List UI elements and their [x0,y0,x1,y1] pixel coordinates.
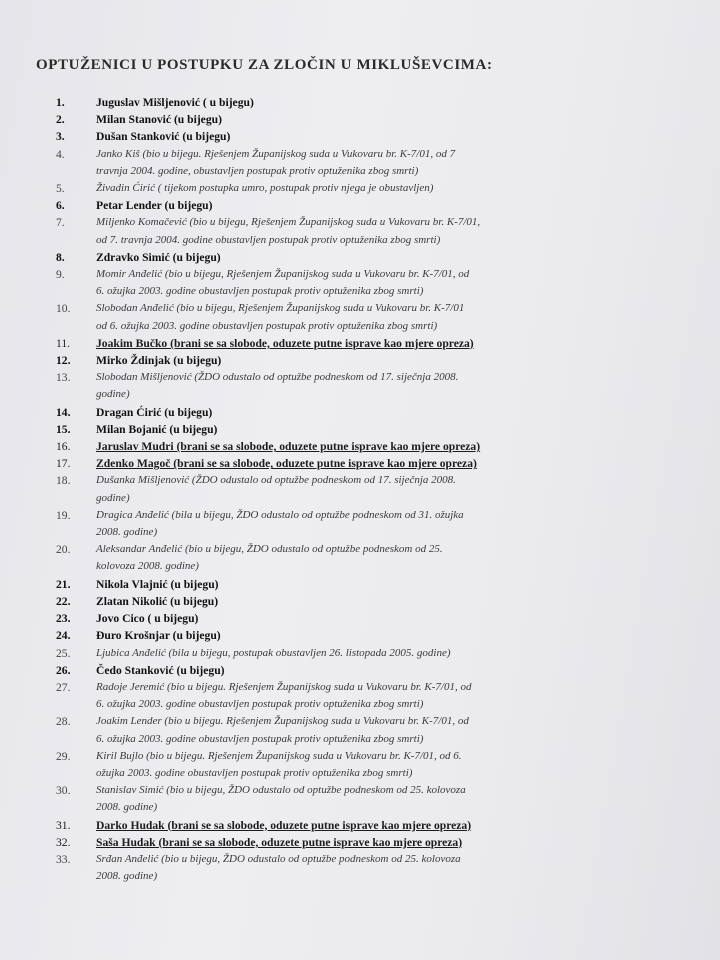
list-item [56,128,656,145]
list-item [56,214,656,248]
item-text-line: Joakim Bučko (brani se sa slobode, oduzete putne isprave kao mjere opreza) [96,336,474,350]
item-number: 29. [56,749,71,763]
item-text-continuation: od 6. ožujka 2003. godine obustavljen postupak protiv optuženika zbog smrti) [96,319,438,332]
item-text [96,576,656,593]
list-item [56,421,656,438]
item-text-line: Jaruslav Mudri (brani se sa slobode, oduzete putne isprave kao mjere opreza) [96,440,481,454]
item-text-continuation: 6. ožujka 2003. godine obustavljen postupak protiv optuženika zbog smrti) [96,285,424,298]
item-text-continuation: travnja 2004. godine, obustavljen postupak protiv optuženika zbog smrti) [96,164,419,177]
defendants-list [56,94,656,885]
item-number: 6. [56,199,65,213]
list-item [56,111,656,128]
item-number: 2. [56,113,65,127]
item-number: 8. [56,250,65,264]
item-text [96,662,656,679]
item-text [96,455,656,472]
item-text [96,335,656,352]
item-text [96,713,656,747]
item-text-continuation: 2008. godine) [96,801,158,814]
list-item [56,455,656,472]
list-item [56,593,656,610]
list-item [56,197,656,214]
item-number: 17. [56,457,71,471]
item-text-line: Živadin Ćirić ( tijekom postupka umro, postupak protiv njega je obustavljen) [96,182,434,195]
item-text-line: Slobodan Mišljenović (ŽDO odustalo od optužbe podneskom od 17. siječnja 2008. [96,371,459,384]
item-text [96,146,656,180]
item-number: 28. [56,715,71,729]
item-text-line: Čedo Stanković (u bijegu) [96,663,225,677]
item-text-line: Jovo Cico ( u bijegu) [96,612,199,626]
item-text [96,834,656,851]
item-number: 24. [56,629,71,643]
item-text-line: Slobodan Anđelić (bio u bijegu, Rješenjem Županijskog suda u Vukovaru br. K-7/01 [96,302,465,315]
item-text-continuation: 2008. godine) [96,870,158,883]
item-text [96,593,656,610]
list-item [56,713,656,747]
item-text-line: Dragan Ćirić (u bijegu) [96,405,213,419]
list-item [56,679,656,713]
item-text [96,404,656,421]
list-item [56,748,656,782]
item-text [96,507,656,541]
item-text-continuation: kolovoza 2008. godine) [96,560,199,573]
item-text-continuation: godine) [96,491,130,504]
item-number: 11. [56,336,71,350]
item-text-line: Darko Hudak (brani se sa slobode, oduzete putne isprave kao mjere opreza) [96,818,472,832]
item-text-line: Radoje Jeremić (bio u bijegu. Rješenjem Županijskog suda u Vukovaru br. K-7/01, od [96,680,472,693]
list-item [56,645,656,662]
item-number: 30. [56,784,71,798]
item-number: 20. [56,543,71,557]
item-number: 19. [56,508,71,522]
item-text [96,541,656,575]
item-text-line: Dušan Stanković (u bijegu) [96,130,231,144]
item-text [96,266,656,300]
list-item [56,541,656,575]
item-text-line: Janko Kiš (bio u bijegu. Rješenjem Županijskog suda u Vukovaru br. K-7/01, od 7 [96,147,456,160]
item-text [96,214,656,248]
item-text-line: Milan Bojanić (u bijegu) [96,422,218,436]
list-item [56,335,656,352]
item-number: 18. [56,474,71,488]
item-text-line: Dušanka Mišljenović (ŽDO odustalo od optužbe podneskom od 17. siječnja 2008. [96,474,456,487]
item-text [96,438,656,455]
item-text-continuation: od 7. travnja 2004. godine obustavljen postupak protiv optuženika zbog smrti) [96,233,441,246]
item-number: 5. [56,182,65,196]
item-text [96,782,656,816]
item-text-continuation: 6. ožujka 2003. godine obustavljen postupak protiv optuženika zbog smrti) [96,732,424,745]
item-text-continuation: godine) [96,388,130,401]
item-text [96,128,656,145]
item-text-line: Momir Anđelić (bio u bijegu, Rješenjem Županijskog suda u Vukovaru br. K-7/01, od [96,268,470,281]
item-number: 1. [56,96,65,109]
list-item [56,851,656,885]
item-number: 26. [56,663,71,677]
item-text-line: Saša Hudak (brani se sa slobode, oduzete putne isprave kao mjere opreza) [96,835,463,849]
item-number: 9. [56,268,65,282]
list-item [56,94,656,111]
item-text [96,610,656,627]
list-item [56,249,656,266]
item-text-continuation: ožujka 2003. godine obustavljen postupak protiv optuženika zbog smrti) [96,766,413,779]
item-text [96,679,656,713]
item-text-line: Nikola Vlajnić (u bijegu) [96,577,219,591]
item-text-line: Miljenko Komačević (bio u bijegu, Rješenjem Županijskog suda u Vukovaru br. K-7/01, [96,216,481,229]
item-text-line: Đuro Krošnjar (u bijegu) [96,629,221,643]
item-text-line: Zdenko Magoč (brani se sa slobode, oduzete putne isprave kao mjere opreza) [96,457,477,471]
item-number: 33. [56,852,71,866]
list-item [56,782,656,816]
list-item [56,146,656,180]
item-text [96,369,656,403]
item-text [96,249,656,266]
item-text [96,421,656,438]
item-number: 15. [56,422,71,436]
list-item [56,300,656,334]
list-item [56,266,656,300]
item-number: 16. [56,440,71,454]
item-text-line: Aleksandar Anđelić (bio u bijegu, ŽDO odustalo od optužbe podneskom od 25. [96,543,443,556]
item-number: 10. [56,302,71,316]
item-text-continuation: 2008. godine) [96,526,158,539]
item-number: 22. [56,594,71,608]
item-text-line: Joakim Lender (bio u bijegu. Rješenjem Županijskog suda u Vukovaru br. K-7/01, od [96,715,469,728]
item-text-line: Dragica Anđelić (bila u bijegu, ŽDO odustalo od optužbe podneskom od 31. ožujka [96,508,464,521]
list-item [56,817,656,834]
item-text [96,748,656,782]
item-text [96,197,656,214]
item-text [96,851,656,885]
item-number: 21. [56,577,71,591]
document-title: OPTUŽENICI U POSTUPKU ZA ZLOČIN U MIKLUŠEVCIMA: [36,57,493,73]
list-item [56,507,656,541]
list-item [56,352,656,369]
list-item [56,834,656,851]
item-number: 13. [56,371,71,385]
item-text-line: Stanislav Simić (bio u bijegu, ŽDO odustalo od optužbe podneskom od 25. kolovoza [96,784,466,797]
list-item [56,576,656,593]
item-text-line: Juguslav Mišljenović ( u bijegu) [96,96,254,109]
list-item [56,610,656,627]
item-number: 23. [56,612,71,626]
item-number: 14. [56,405,71,419]
item-text-line: Kiril Bujlo (bio u bijegu. Rješenjem Županijskog suda u Vukovaru br. K-7/01, od 6. [96,749,462,762]
item-text-continuation: 6. ožujka 2003. godine obustavljen postupak protiv optuženika zbog smrti) [96,698,424,711]
item-number: 12. [56,354,71,368]
list-item [56,662,656,679]
item-text [96,627,656,644]
item-number: 32. [56,835,71,849]
item-number: 4. [56,147,65,161]
item-number: 7. [56,216,65,230]
item-number: 27. [56,680,71,694]
item-text [96,300,656,334]
item-number: 25. [56,646,71,660]
item-text-line: Srđan Anđelić (bio u bijegu, ŽDO odustalo od optužbe podneskom od 25. kolovoza [96,852,461,865]
item-text [96,111,656,128]
item-text-line: Zlatan Nikolić (u bijegu) [96,594,219,608]
item-number: 3. [56,130,65,144]
list-item [56,180,656,197]
item-text-line: Petar Lender (u bijegu) [96,199,213,213]
item-text [96,645,656,662]
item-text [96,180,656,197]
item-text [96,472,656,506]
item-text-line: Milan Stanović (u bijegu) [96,113,222,127]
list-item [56,627,656,644]
list-item [56,472,656,506]
item-text-line: Ljubica Anđelić (bila u bijegu, postupak obustavljen 26. listopada 2005. godine) [96,646,451,659]
list-item [56,438,656,455]
item-text-line: Mirko Ždinjak (u bijegu) [96,354,222,368]
item-text [96,817,656,834]
item-text [96,352,656,369]
list-item [56,369,656,403]
item-number: 31. [56,818,71,832]
list-item [56,404,656,421]
item-text [96,94,656,111]
item-text-line: Zdravko Simić (u bijegu) [96,250,221,264]
